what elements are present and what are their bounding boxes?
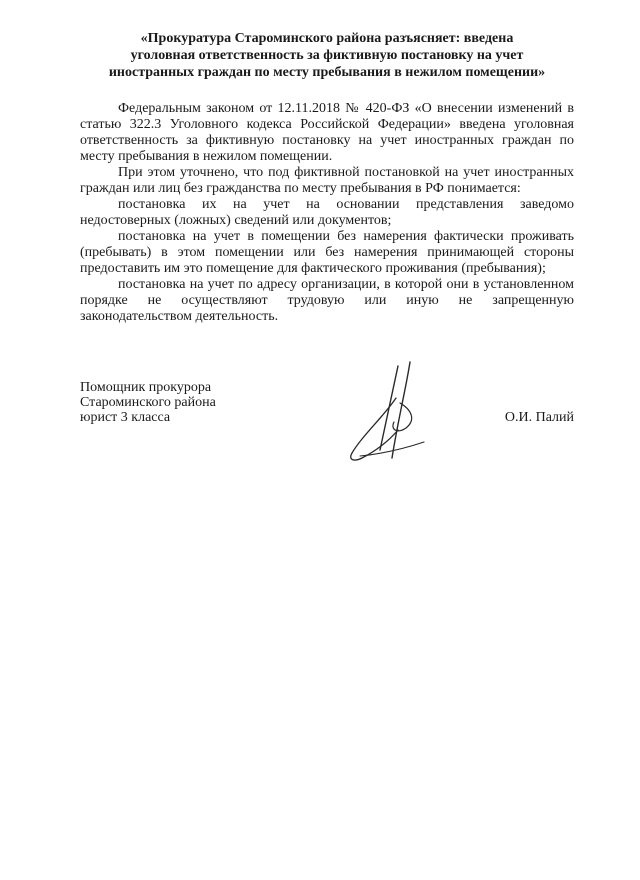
- body-paragraph: постановка на учет по адресу организации, в которой они в установленном порядке не осуществляют трудовую или иную не запрещенную законодательством деятельность.: [80, 277, 574, 324]
- document-title: [80, 30, 574, 81]
- title-line: уголовная ответственность за фиктивную постановку на учет: [130, 48, 524, 63]
- title-line: «Прокуратура Староминского района разъясняет: введена: [140, 31, 514, 46]
- signer-position-line: Помощник прокурора: [80, 380, 212, 395]
- body-paragraph: постановка на учет в помещении без намерения фактически проживать (пребывать) в этом помещении или без намерения принимающей стороны предоставить им это помещение для фактического проживания (пребывания);: [80, 229, 574, 276]
- body-paragraph: постановка их на учет на основании представления заведомо недостоверных (ложных) сведений или документов;: [80, 197, 574, 228]
- title-line: иностранных граждан по месту пребывания в нежилом помещении»: [108, 65, 546, 80]
- document-body: [80, 101, 574, 325]
- body-paragraph: При этом уточнено, что под фиктивной постановкой на учет иностранных граждан или лиц без гражданства по месту пребывания в РФ понимается:: [80, 165, 574, 196]
- signer-name: О.И. Палий: [504, 410, 574, 425]
- signature-block: [80, 380, 574, 425]
- body-paragraph: Федеральным законом от 12.11.2018 № 420-ФЗ «О внесении изменений в статью 322.3 Уголовного кодекса Российской Федерации» введена уголовная ответственность за фиктивную постановку на учет иностранных граждан по месту пребывания в нежилом помещении.: [80, 101, 574, 164]
- signer-position-line: Староминского района: [80, 395, 216, 410]
- signature-stroke: [392, 362, 410, 458]
- handwritten-signature: [340, 358, 450, 468]
- signer-position-line: юрист 3 класса: [80, 410, 171, 425]
- signature-stroke: [393, 403, 412, 431]
